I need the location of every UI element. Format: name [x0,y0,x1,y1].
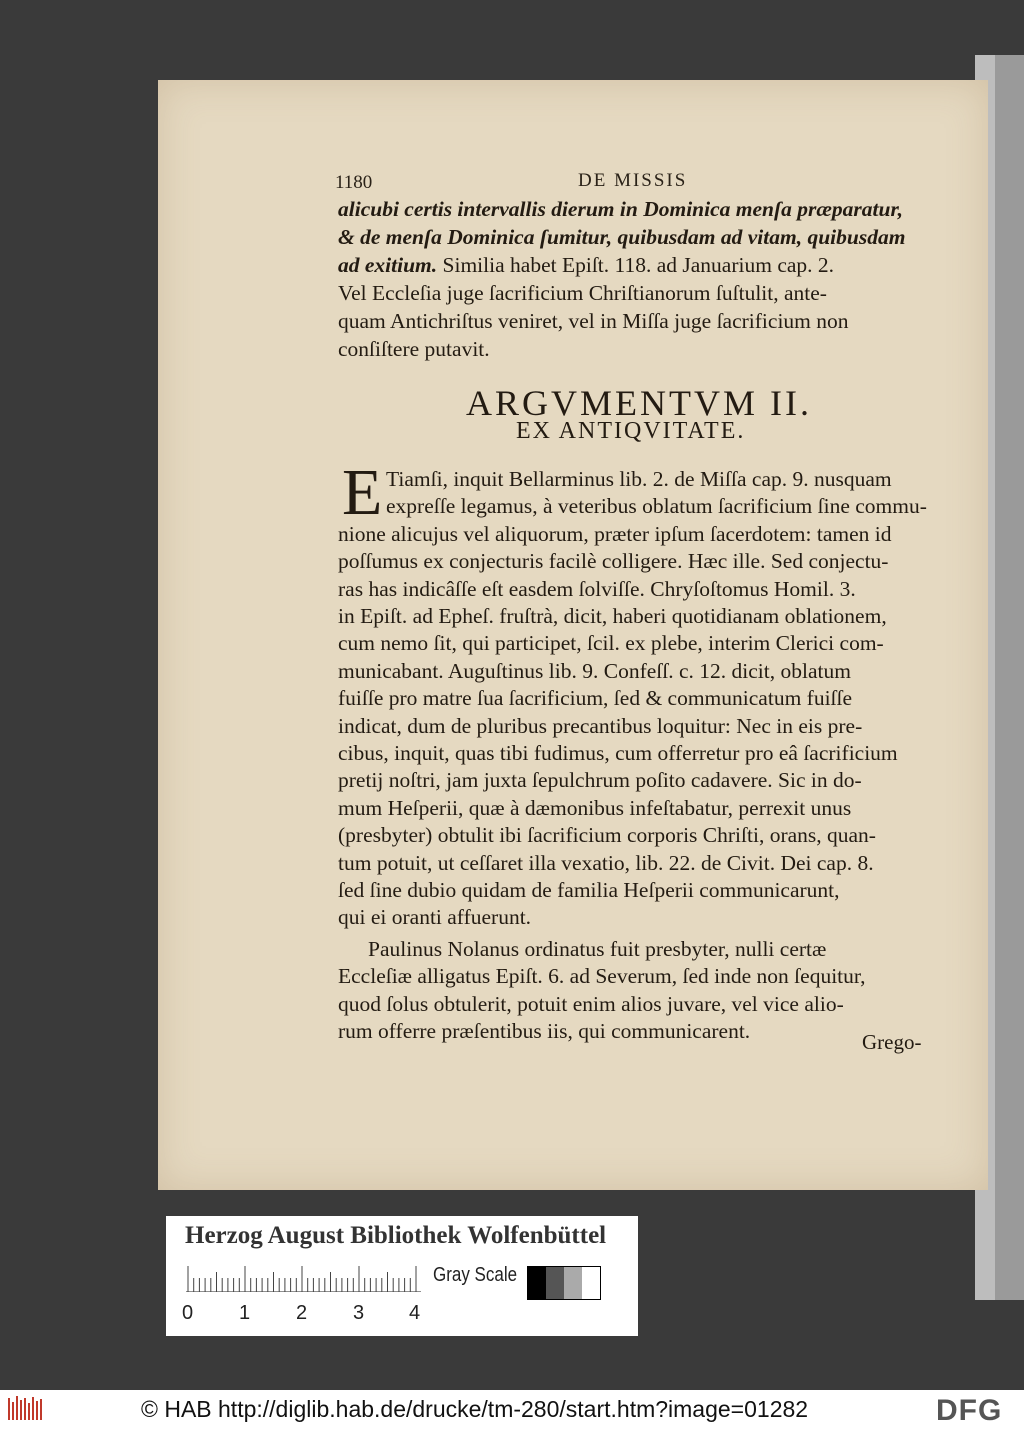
body-line: tum potuit, ut ceſſaret illa vexatio, lib. 22. de Civit. Dei cap. 8. [338,851,874,875]
text-line [338,308,849,334]
drop-capital: E [342,456,383,529]
gray-scale-chart [527,1266,601,1300]
body-line: qui ei oranti affuerunt. [338,905,532,929]
text-line-main: alicubi certis intervallis dierum in Dominica menſa præparatur, [338,197,904,221]
text-line [338,252,834,278]
body-line: ras has indicâſſe eſt easdem ſolviſſe. Chryſoſtomus Homil. 3. [338,577,856,601]
section-subheading: EX ANTIQVITATE. [516,418,746,444]
body-line: (presbyter) obtulit ibi ſacrificium corporis Chriſti, orans, quan- [338,823,876,847]
text-line [338,224,905,250]
text-line-main: ad exitium. [338,253,438,277]
footer-copyright-link[interactable]: © HAB http://diglib.hab.de/drucke/tm-280/start.htm?image=01282 [141,1396,809,1422]
body-line: mum Heſperii, quæ à dæmonibus infeſtabatur, perrexit unus [338,796,852,820]
text-line [338,336,490,362]
body-line: cum nemo ſit, qui participet, ſcil. ex plebe, interim Clerici com- [338,631,884,655]
body-line: pretij noſtri, jam juxta ſepulchrum poſito cadavere. Sic in do- [338,768,862,792]
body-line: municabant. Auguſtinus lib. 9. Confeſſ. c. 12. dicit, oblatum [338,659,851,683]
page-number: 1180 [335,172,373,193]
section-heading: ARGVMENTVM II. [466,383,812,423]
library-name: Herzog August Bibliothek Wolfenbüttel [185,1222,607,1249]
gray-scale-label: Gray Scale [433,1264,518,1286]
text-line-rest: Similia habet Epiſt. 118. ad Januarium cap. 2. [437,253,835,277]
text-line-main: quam Antichriſtus veniret, vel in Miſſa juge ſacrificium non [338,309,849,333]
body-line: Eccleſiæ alligatus Epiſt. 6. ad Severum, ſed inde non ſequitur, [338,964,866,988]
running-head: DE MISSIS [578,170,688,191]
dfg-logo: DFG [936,1394,1003,1427]
hab-logo-icon [6,1394,46,1424]
text-line [338,196,903,222]
scale-ruler [186,1266,421,1292]
ruler-number-1: 1 [239,1302,251,1324]
body-line: nione alicujus vel aliquorum, præter ipſum ſacerdotem: tamen id [338,522,892,546]
ruler-number-2: 2 [296,1302,308,1324]
ruler-number-3: 3 [353,1302,365,1324]
body-line: in Epiſt. ad Epheſ. fruſtrà, dicit, haberi quotidianam oblationem, [338,604,887,628]
ruler-number-0: 0 [182,1302,194,1324]
text-line-main: Vel Eccleſia juge ſacrificium Chriſtianorum ſuſtulit, ante- [338,281,827,305]
body-line: Paulinus Nolanus ordinatus fuit presbyter, nulli certæ [368,937,827,961]
body-line: rum offerre præſentibus iis, qui communicarent. [338,1019,751,1043]
body-line: quod ſolus obtulerit, potuit enim alios juvare, vel vice alio- [338,992,844,1016]
body-line: indicat, dum de pluribus precantibus loquitur: Nec in eis pre- [338,714,863,738]
body-line: Tiamſi, inquit Bellarminus lib. 2. de Miſſa cap. 9. nusquam [386,467,892,491]
body-line: expreſſe legamus, à veteribus oblatum ſacrificium ſine commu- [386,494,927,518]
page-edge-outer [990,55,1024,1300]
body-line: fuiſſe pro matre ſua ſacrificium, ſed & communicatum fuiſſe [338,686,853,710]
body-line: cibus, inquit, quas tibi fudimus, cum offerretur pro eâ ſacrificium [338,741,898,765]
text-line-main: conſiſtere putavit. [338,337,490,361]
body-line: poſſumus ex conjecturis facilè colligere. Hæc ille. Sed conjectu- [338,549,889,573]
text-line [338,280,827,306]
text-line-main: & de menſa Dominica ſumitur, quibusdam ad vitam, quibusdam [338,225,906,249]
body-line: ſed ſine dubio quidam de familia Heſperii communicarunt, [338,878,840,902]
ruler-number-4: 4 [409,1302,421,1324]
catchword: Grego- [862,1030,922,1054]
